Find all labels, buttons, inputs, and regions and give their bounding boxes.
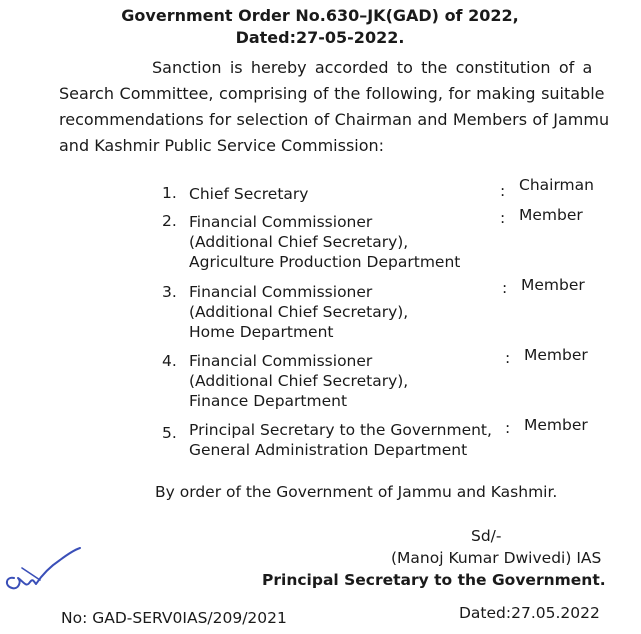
member-line: (Additional Chief Secretary), <box>189 372 409 390</box>
member-name <box>189 351 408 411</box>
handwritten-initial-icon <box>0 538 90 608</box>
colon-separator: : <box>505 419 511 437</box>
member-name <box>189 184 308 204</box>
member-role: Member <box>524 416 588 434</box>
colon-separator: : <box>505 349 511 367</box>
colon-separator: : <box>500 209 506 227</box>
member-line: Finance Department <box>189 392 348 410</box>
reference-date: Dated:27.05.2022 <box>459 604 600 622</box>
member-number: 2. <box>162 212 177 230</box>
member-name <box>189 282 408 342</box>
signer-name: (Manoj Kumar Dwivedi) IAS <box>391 549 602 567</box>
member-number: 5. <box>162 424 177 442</box>
order-title: Government Order No.630–JK(GAD) of 2022, <box>121 6 519 25</box>
member-line: Agriculture Production Department <box>189 253 461 271</box>
member-line: Principal Secretary to the Government, <box>189 421 492 439</box>
member-line: Chief Secretary <box>189 185 309 203</box>
member-line: Financial Commissioner <box>189 213 373 231</box>
order-date-title: Dated:27-05-2022. <box>235 28 405 47</box>
signed-mark: Sd/- <box>471 527 502 545</box>
body-line-2: Search Committee, comprising of the following, for making suitable <box>59 84 605 103</box>
body-line-1: Sanction is hereby accorded to the constitution of a <box>152 58 593 77</box>
member-line: Financial Commissioner <box>189 352 373 370</box>
member-role: Member <box>521 276 585 294</box>
member-name <box>189 420 492 460</box>
member-line: Financial Commissioner <box>189 283 373 301</box>
colon-separator: : <box>500 182 506 200</box>
member-line: General Administration Department <box>189 441 468 459</box>
member-line: (Additional Chief Secretary), <box>189 233 409 251</box>
member-number: 1. <box>162 184 177 202</box>
member-role: Member <box>519 206 583 224</box>
member-line: (Additional Chief Secretary), <box>189 303 409 321</box>
body-line-3: recommendations for selection of Chairman and Members of Jammu <box>59 110 610 129</box>
reference-number: No: GAD-SERV0IAS/209/2021 <box>61 609 287 627</box>
by-order-line: By order of the Government of Jammu and Kashmir. <box>155 483 558 501</box>
member-number: 3. <box>162 283 177 301</box>
member-role: Chairman <box>519 176 594 194</box>
body-line-4: and Kashmir Public Service Commission: <box>59 136 385 155</box>
member-name <box>189 212 460 272</box>
member-role: Member <box>524 346 588 364</box>
signer-designation: Principal Secretary to the Government. <box>262 571 606 589</box>
member-line: Home Department <box>189 323 334 341</box>
member-number: 4. <box>162 352 177 370</box>
colon-separator: : <box>502 279 508 297</box>
